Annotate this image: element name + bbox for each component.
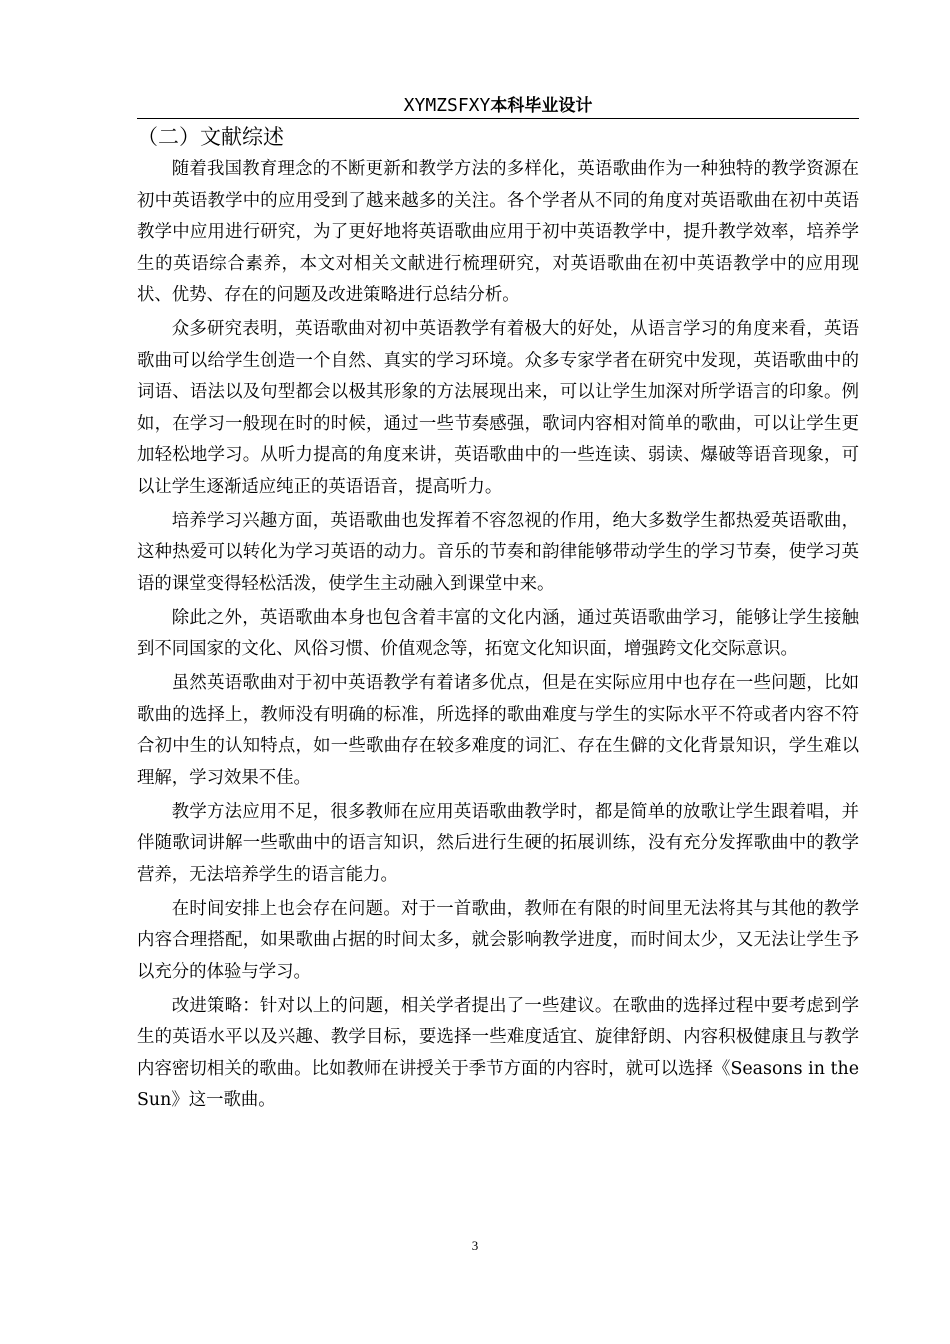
document-body (137, 154, 859, 1119)
page-header (137, 92, 859, 119)
header-title: 本科毕业设计 (490, 96, 593, 116)
paragraph: 虽然英语歌曲对于初中英语教学有着诸多优点，但是在实际应用中也存在一些问题，比如歌曲的选择上，教师没有明确的标准，所选择的歌曲难度与学生的实际水平不符或者内容不符合初中生的认知特点，如一些歌曲存在较多难度的词汇、存在生僻的文化背景知识，学生难以理解，学习效果不佳。 (137, 673, 859, 788)
page-number: 3 (471, 1238, 479, 1253)
section-title: （二）文献综述 (137, 125, 284, 149)
paragraph: 培养学习兴趣方面，英语歌曲也发挥着不容忽视的作用，绝大多数学生都热爱英语歌曲，这种热爱可以转化为学习英语的动力。音乐的节奏和韵律能够带动学生的学习节奏，使学习英语的课堂变得轻松活泼，使学生主动融入到课堂中来。 (137, 510, 859, 594)
paragraph: 改进策略：针对以上的问题，相关学者提出了一些建议。在歌曲的选择过程中要考虑到学生的英语水平以及兴趣、教学目标，要选择一些难度适宜、旋律舒朗、内容积极健康且与教学内容密切相关的歌曲。比如教师在讲授关于季节方面的内容时，就可以选择《Seasons in the Sun》这一歌曲。 (137, 995, 859, 1110)
paragraph: 众多研究表明，英语歌曲对初中英语教学有着极大的好处，从语言学习的角度来看，英语歌曲可以给学生创造一个自然、真实的学习环境。众多专家学者在研究中发现，英语歌曲中的词语、语法以及句型都会以极其形象的方法展现出来，可以让学生加深对所学语言的印象。例如，在学习一般现在时的时候，通过一些节奏感强，歌词内容相对简单的歌曲，可以让学生更加轻松地学习。从听力提高的角度来讲，英语歌曲中的一些连读、弱读、爆破等语音现象，可以让学生逐渐适应纯正的英语语音，提高听力。 (137, 319, 859, 497)
header-code: XYMZSFXY (403, 95, 491, 116)
paragraph: 除此之外，英语歌曲本身也包含着丰富的文化内涵，通过英语歌曲学习，能够让学生接触到不同国家的文化、风俗习惯、价值观念等，拓宽文化知识面，增强跨文化交际意识。 (137, 607, 859, 659)
paragraph: 在时间安排上也会存在问题。对于一首歌曲，教师在有限的时间里无法将其与其他的教学内容合理搭配，如果歌曲占据的时间太多，就会影响教学进度，而时间太少，又无法让学生予以充分的体验与学习。 (137, 898, 859, 982)
paragraph: 随着我国教育理念的不断更新和教学方法的多样化，英语歌曲作为一种独特的教学资源在初中英语教学中的应用受到了越来越多的关注。各个学者从不同的角度对英语歌曲在初中英语教学中应用进行研究，为了更好地将英语歌曲应用于初中英语教学中，提升教学效率，培养学生的英语综合素养，本文对相关文献进行梳理研究，对英语歌曲在初中英语教学中的应用现状、优势、存在的问题及改进策略进行总结分析。 (137, 159, 859, 305)
paragraph: 教学方法应用不足，很多教师在应用英语歌曲教学时，都是简单的放歌让学生跟着唱，并伴随歌词讲解一些歌曲中的语言知识，然后进行生硬的拓展训练，没有充分发挥歌曲中的教学营养，无法培养学生的语言能力。 (137, 801, 859, 885)
